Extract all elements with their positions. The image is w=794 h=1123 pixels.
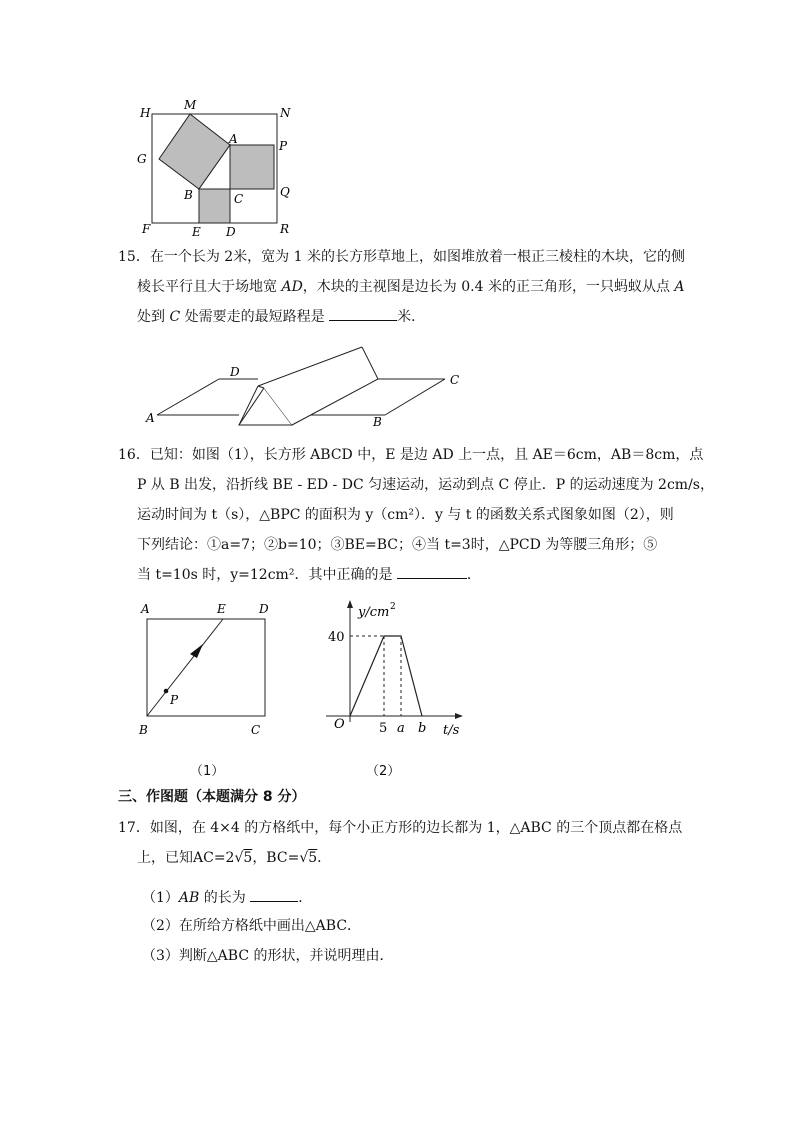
sqrt-sign: √	[299, 850, 309, 866]
prism-label-B: B	[373, 415, 382, 429]
label-Q: Q	[280, 185, 290, 199]
graph-line	[350, 636, 422, 716]
label-H: H	[140, 106, 151, 120]
q16-line-3: 运动时间为 t（s），△BPC 的面积为 y（cm²）．y 与 t 的函数关系式图象如图（2），则	[137, 507, 674, 523]
function-graph	[320, 596, 470, 744]
label-E: E	[192, 225, 201, 239]
y-axis-arrow	[347, 600, 353, 608]
square-on-bc	[199, 189, 230, 223]
prism-label-D: D	[230, 365, 240, 379]
t-axis-arrow	[455, 713, 463, 719]
label-M: M	[184, 98, 197, 112]
origin-O: O	[334, 717, 345, 732]
q16-line-1: 16．已知：如图（1），长方形 ABCD 中，E 是边 AD 上一点，且 AE＝6cm，AB＝8cm，点	[118, 447, 704, 463]
q17-line-2: 上，已知AC=2√5，BC=√5．	[137, 850, 332, 866]
pythagoras-figure	[130, 95, 300, 240]
y-axis-label: y/cm	[358, 605, 390, 620]
value-40: 40	[328, 630, 345, 645]
tick-b: b	[418, 721, 427, 736]
label-A: A	[229, 132, 238, 146]
answer-blank-16[interactable]	[397, 562, 467, 579]
rect-label-P: P	[170, 693, 179, 707]
q17-sub-3: （3）判断△ABC 的形状，并说明理由．	[142, 948, 394, 964]
rectangle-abcd	[147, 619, 265, 716]
label-D: D	[226, 225, 236, 239]
label-R: R	[280, 222, 290, 236]
question-15	[118, 242, 685, 332]
rect-label-D: D	[259, 602, 269, 616]
rectangle-abcd-figure	[135, 600, 275, 742]
lawn-right-edge	[385, 379, 445, 415]
q15-line-1: 15．在一个长为 2米，宽为 1 米的长方形草地上，如图堆放着一根正三棱柱的木块，它的侧	[118, 249, 685, 265]
q16-line-2: P 从 B 出发，沿折线 BE - ED - DC 匀速运动，运动到点 C 停止．P 的运动速度为 2cm/s，	[137, 477, 714, 493]
label-N: N	[280, 106, 291, 120]
answer-blank-15[interactable]	[329, 304, 397, 321]
q17-sub-2: （2）在所给方格纸中画出△ABC．	[142, 918, 362, 934]
q16-line-5: 当 t=10s 时，y=12cm²．其中正确的是 ．	[118, 560, 678, 590]
point-p	[164, 689, 169, 694]
tick-5: 5	[379, 721, 388, 736]
square-on-ac	[230, 145, 274, 189]
question-17	[118, 813, 683, 873]
q17-line-1: 17．如图，在 4×4 的方格纸中，每个小正方形的边长都为 1，△ABC 的三个顶点都在格点	[118, 820, 683, 836]
question-16	[118, 440, 714, 590]
t-axis-label: t/s	[443, 723, 460, 738]
figure-caption-2: （2）	[366, 764, 401, 779]
label-B: B	[184, 188, 193, 202]
prism-label-C: C	[450, 373, 460, 387]
rect-label-E: E	[217, 602, 226, 616]
label-C: C	[234, 192, 244, 206]
q15-line-2: 棱长平行且大于场地宽 AD，木块的主视图是边长为 0.4 米的正三角形，一只蚂蚁从点 A	[137, 279, 685, 295]
tick-a: a	[397, 721, 405, 736]
rect-label-B: B	[139, 723, 148, 737]
rect-label-C: C	[251, 723, 261, 737]
section-heading: 三、作图题（本题满分 8 分）	[118, 789, 306, 805]
q15-line-3: 处到 C 处需要走的最短路程是 米．	[118, 302, 678, 332]
rect-label-A: A	[141, 602, 150, 616]
label-P: P	[279, 139, 288, 153]
direction-arrow	[190, 644, 203, 658]
figure-caption-1: （1）	[190, 764, 225, 779]
y-axis-exponent: 2	[390, 602, 396, 612]
q16-line-4: 下列结论：①a=7；②b=10；③BE=BC；④当 t=3时，△PCD 为等腰三角形；⑤	[137, 537, 658, 553]
segment-be	[147, 619, 223, 716]
lawn-left-edge	[157, 379, 219, 415]
q17-sub-1: （1）AB 的长为 ．	[142, 885, 312, 907]
label-F: F	[142, 222, 151, 236]
answer-blank-17[interactable]	[250, 885, 298, 902]
sqrt-sign: √	[234, 850, 244, 866]
label-G: G	[137, 152, 147, 166]
prism-label-A: A	[146, 411, 155, 425]
prism-figure	[140, 340, 470, 430]
